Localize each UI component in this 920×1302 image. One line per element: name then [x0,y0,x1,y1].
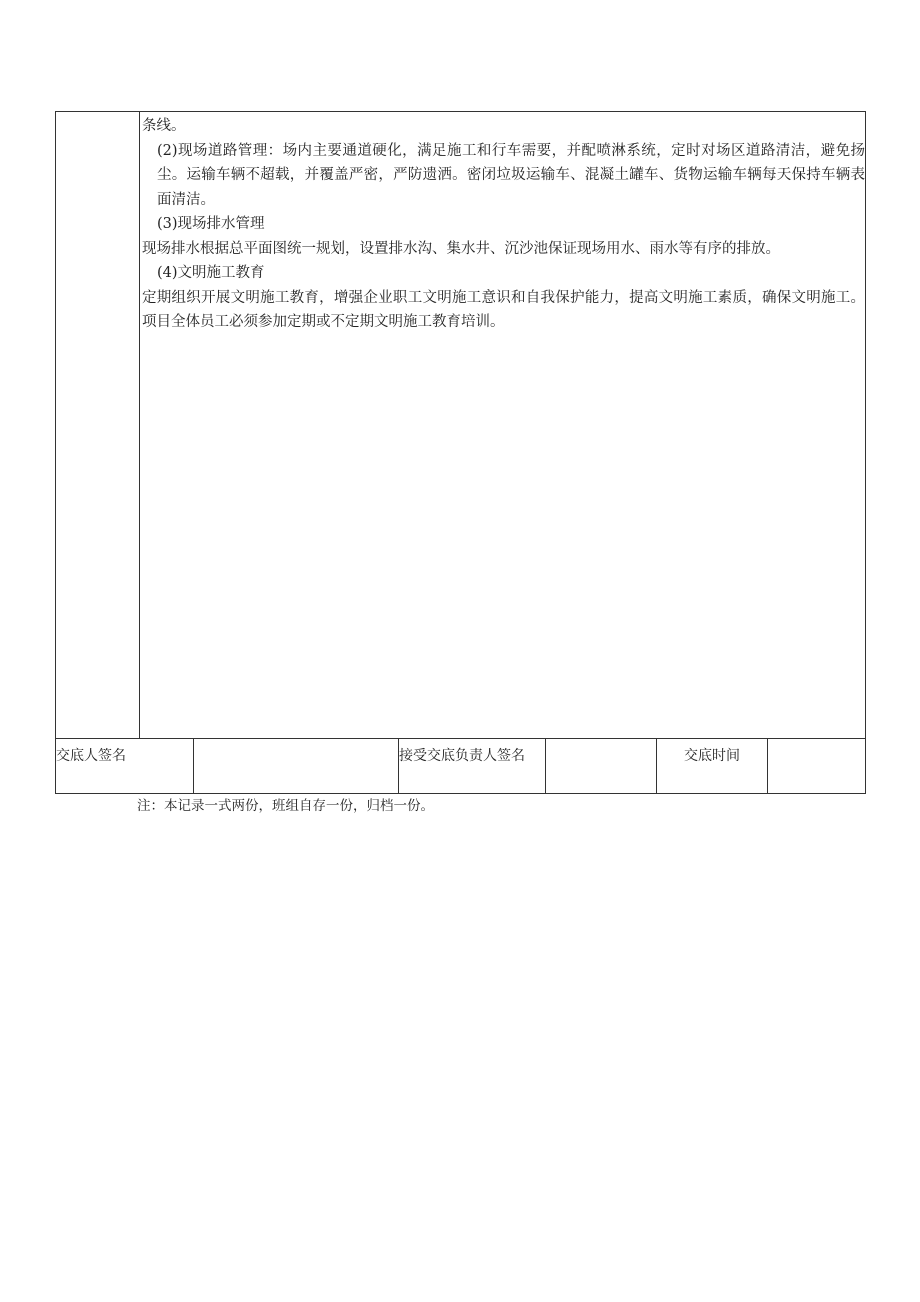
disclosure-table [55,111,866,794]
receiver-label: 接受交底负责人签名 [399,739,546,794]
signature-row [56,739,866,794]
discloser-signature-field[interactable] [194,739,399,794]
row-label-cell [56,112,140,739]
road-management-paragraph: (2)现场道路管理：场内主要通道硬化，满足施工和行车需要，并配喷淋系统，定时对场区道路清洁，避免扬尘。运输车辆不超载，并覆盖严密，严防遗洒。密闭垃圾运输车、混凝土罐车、货物运输车辆每天保持车辆表面清洁。 [157,142,866,208]
content-row [56,112,866,739]
content-line-1: 条线。 [142,118,186,134]
time-label: 交底时间 [657,739,768,794]
content-cell [140,112,866,739]
footnote: 注：本记录一式两份，班组自存一份，归档一份。 [137,798,434,814]
discloser-label: 交底人签名 [56,739,194,794]
receiver-signature-field[interactable] [546,739,657,794]
education-heading: (4)文明施工教育 [157,265,265,281]
drainage-paragraph: 现场排水根据总平面图统一规划，设置排水沟、集水井、沉沙池保证现场用水、雨水等有序的排放。 [142,240,780,257]
education-paragraph: 定期组织开展文明施工教育，增强企业职工文明施工意识和自我保护能力，提高文明施工素质，确保文明施工。项目全体员工必须参加定期或不定期文明施工教育培训。 [142,289,866,330]
time-field[interactable] [768,739,866,794]
drainage-heading: (3)现场排水管理 [157,216,265,232]
